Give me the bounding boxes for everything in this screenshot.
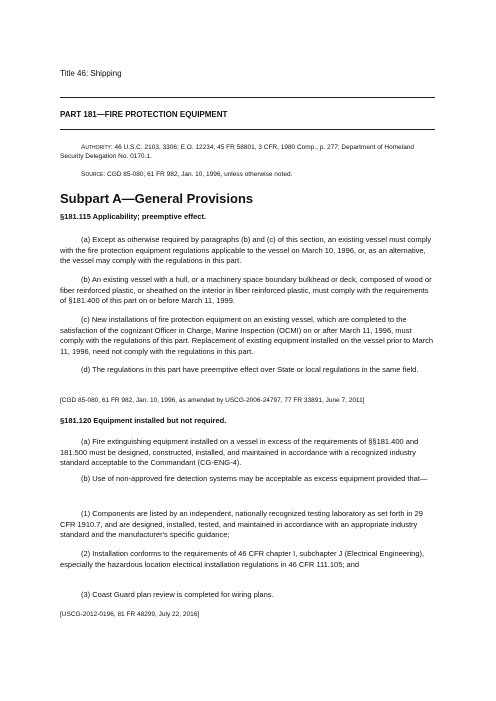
section-heading: §181.120 Equipment installed but not required.: [60, 416, 227, 425]
top-rule: [60, 97, 435, 98]
section-paragraph: (a) Except as otherwise required by paragraphs (b) and (c) of this section, an existing vessel must comply with the fire protection equipment regulations applicable to the vessel on March 10, 1996, or, as an alternative, the vessel may comply with the regulations in this part.: [60, 235, 432, 265]
section-heading: §181.115 Applicability; preemptive effect.: [60, 212, 207, 221]
bottom-rule: [60, 129, 435, 130]
authority-note: [60, 144, 435, 162]
section-paragraph: (2) Installation conforms to the requirements of 46 CFR chapter I, subchapter J (Electrical Engineering), especially the hazardous location electrical installation regulations in 46 CFR 111.105; and: [60, 549, 425, 569]
source-note: [60, 171, 435, 180]
subpart-heading: Subpart A—General Provisions: [60, 191, 254, 206]
authority-label: Authority:: [81, 144, 113, 151]
section-paragraph: (3) Coast Guard plan review is completed for wiring plans.: [81, 590, 274, 599]
amendment-citation: [CGD 85-080, 61 FR 982, Jan. 10, 1996, as amended by USCG-2006-24797, 77 FR 33891, June 7, 2011]: [60, 397, 365, 404]
section-paragraph: (b) An existing vessel with a hull, or a machinery space boundary bulkhead or deck, composed of wood or fiber reinforced plastic, or sheathed on the interior in fiber reinforced plastic, must comply with the requirements of §181.400 of this part on or before March 11, 1999.: [60, 275, 432, 305]
section-paragraph: (d) The regulations in this part have preemptive effect over State or local regulations in the same field.: [81, 365, 419, 374]
authority-text: 46 U.S.C. 2103, 3306; E.O. 12234, 45 FR 58801, 3 CFR, 1980 Comp., p. 277; Department of Homeland Security Delegation No. 0170.1.: [60, 144, 415, 160]
amendment-citation: [USCG-2012-0196, 81 FR 48299, July 22, 2016]: [60, 611, 200, 618]
section-paragraph: (b) Use of non-approved fire detection systems may be acceptable as excess equipment provided that—: [81, 474, 428, 483]
running-header-title: Title 46: Shipping: [60, 69, 122, 78]
section-paragraph: (1) Components are listed by an independent, nationally recognized testing laboratory as set forth in 29 CFR 1910.7, and are designed, installed, tested, and maintained in accordance with an appropriate industry standard and the manufacturer's specific guidance;: [60, 509, 423, 539]
source-label: Source:: [81, 171, 106, 178]
part-heading: PART 181—FIRE PROTECTION EQUIPMENT: [60, 110, 228, 119]
source-text: CGD 85-080, 61 FR 982, Jan. 10, 1996, unless otherwise noted.: [105, 171, 293, 178]
section-paragraph: (a) Fire extinguishing equipment installed on a vessel in excess of the requirements of §§181.400 and 181.500 must be designed, constructed, installed, and maintained in accordance with a recognized industry standard acceptable to the Commandant (CG-ENG-4).: [60, 437, 419, 467]
section-paragraph: (c) New installations of fire protection equipment on an existing vessel, which are completed to the satisfaction of the cognizant Officer in Charge, Marine Inspection (OCMI) on or after March 11, 1996, must comply with the regulations of this part. Replacement of existing equipment installed on the vessel prior to March 11, 1996, need not comply with the regulations in this part.: [60, 315, 434, 356]
